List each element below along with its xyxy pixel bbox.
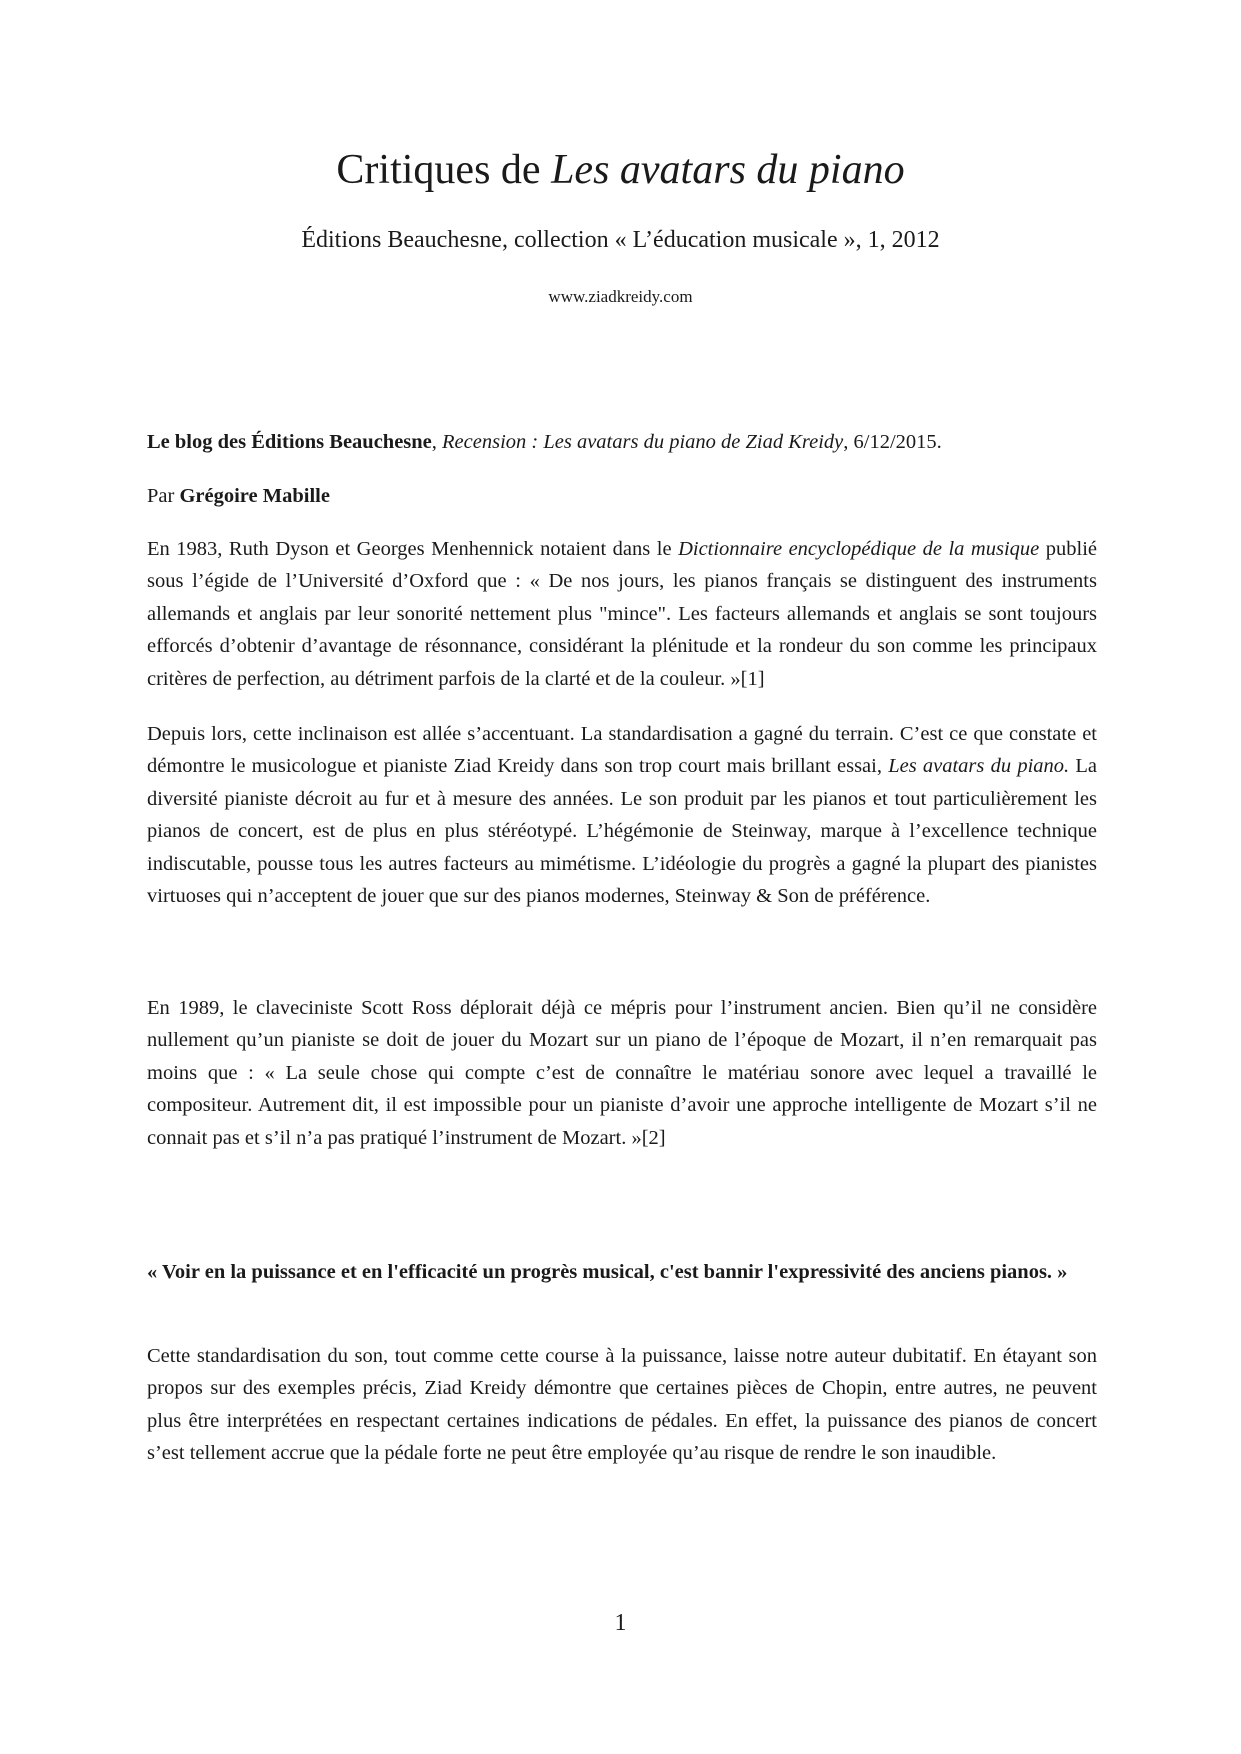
paragraph-2-text-a: Depuis lors, cette inclinaison est allée s’accentuant. La standardisation a gagné du terrain. C’est ce que constate et démontre le musicologue et pianiste Ziad Kreidy dans son trop court mais brillant essai, bbox=[147, 723, 1097, 778]
source-date: , 6/12/2015. bbox=[843, 431, 942, 453]
author-line bbox=[147, 480, 1097, 512]
section-heading bbox=[147, 1256, 1097, 1288]
paragraph-2 bbox=[147, 718, 1097, 912]
paragraph-3-text: En 1989, le claveciniste Scott Ross déplorait déjà ce mépris pour l’instrument ancien. Bien qu’il ne considère nullement qu’un pianiste se doit de jouer du Mozart sur un piano de l’époque de Mozart, il n’en remarquait pas moins que : « La seule chose qui compte c’est de connaître le matériau sonore avec lequel a travaillé le compositeur. Autrement dit, il est impossible pour un pianiste d’avoir une approche intelligente de Mozart s’il ne connait pas et s’il n’a pas pratiqué l’instrument de Mozart. »[2] bbox=[147, 997, 1097, 1149]
paragraph-3 bbox=[147, 992, 1097, 1154]
source-line bbox=[147, 426, 1097, 458]
page-number: 1 bbox=[614, 1610, 627, 1636]
website-url: www.ziadkreidy.com bbox=[548, 287, 693, 306]
author-prefix: Par bbox=[147, 485, 180, 507]
title-prefix: Critiques de bbox=[336, 147, 552, 193]
source-separator: , bbox=[431, 431, 443, 453]
paragraph-4 bbox=[147, 1340, 1097, 1470]
source-review-title: Recension : Les avatars du piano de Ziad Kreidy bbox=[442, 431, 844, 453]
page-title bbox=[0, 144, 1241, 196]
paragraph-1 bbox=[147, 533, 1097, 695]
paragraph-2-text-b: La diversité pianiste décroit au fur et à mesure des années. Le son produit par les pianos et tout particulièrement les pianos de concert, est de plus en plus stéréotypé. L’hégémonie de Steinway, marque à l’excellence technique indiscutable, pousse tous les autres facteurs au mimétisme. L’idéologie du progrès a gagné la plupart des pianistes virtuoses qui n’acceptent de jouer que sur des pianos modernes, Steinway & Son de préférence. bbox=[147, 755, 1097, 908]
paragraph-1-text-a: En 1983, Ruth Dyson et Georges Menhennick notaient dans le bbox=[147, 538, 679, 560]
paragraph-4-text: Cette standardisation du son, tout comme cette course à la puissance, laisse notre auteur dubitatif. En étayant son propos sur des exemples précis, Ziad Kreidy démontre que certaines pièces de Chopin, entre autres, ne peuvent plus être interprétées en respectant certaines indications de pédales. En effet, la puissance des pianos de concert s’est tellement accrue que la pédale forte ne peut être employée qu’au risque de rendre le son inaudible. bbox=[147, 1345, 1097, 1465]
paragraph-1-italic: Dictionnaire encyclopédique de la musique bbox=[678, 538, 1040, 560]
section-heading-text: « Voir en la puissance et en l'efficacité un progrès musical, c'est bannir l'expressivité des anciens pianos. » bbox=[147, 1261, 1068, 1283]
title-book-name: Les avatars du piano bbox=[551, 147, 905, 193]
paragraph-1-text-b: publié sous l’égide de l’Université d’Oxford que : « De nos jours, les pianos français se distinguent des instruments allemands et anglais par leur sonorité nettement plus "mince". Les facteurs allemands et anglais se sont toujours efforcés d’obtenir d’avantage de résonnance, considérant la plénitude et la rondeur du son comme les principaux critères de perfection, au détriment parfois de la clarté et de la couleur. »[1] bbox=[147, 538, 1097, 690]
author-name: Grégoire Mabille bbox=[179, 485, 330, 507]
source-blog-name: Le blog des Éditions Beauchesne bbox=[147, 431, 432, 453]
paragraph-2-italic: Les avatars du piano. bbox=[888, 755, 1070, 778]
publisher-subtitle: Éditions Beauchesne, collection « L’éducation musicale », 1, 2012 bbox=[301, 227, 940, 253]
